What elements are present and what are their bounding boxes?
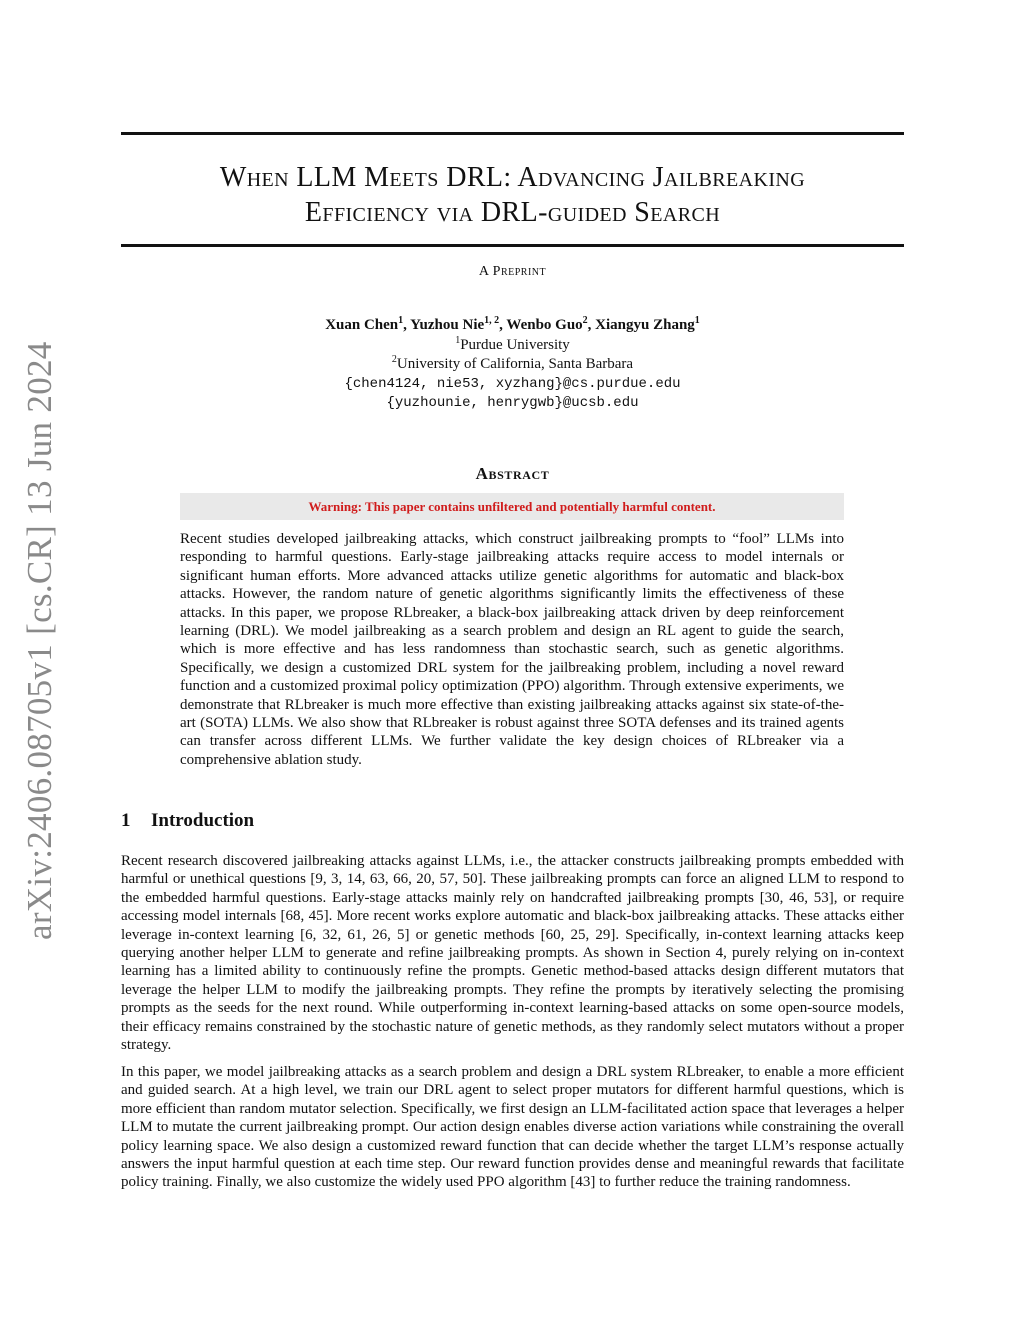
author-list (121, 316, 904, 336)
arxiv-identifier-stamp[interactable]: arXiv:2406.08705v1 [cs.CR] 13 Jun 2024 (20, 341, 59, 940)
section-heading-introduction (121, 810, 254, 832)
content-warning-banner: Warning: This paper contains unfiltered and potentially harmful content. (180, 493, 844, 520)
abstract-text: Recent studies developed jailbreaking attacks, which construct jailbreaking prompts to “fool” LLMs into responding to harmful questions. Early-stage jailbreaking attacks require access to model internals or significant human efforts. More advanced attacks utilize genetic algorithms for automatic and black-box attacks. However, the random nature of genetic algorithms significantly limits the effectiveness of these attacks. In this paper, we propose RLbreaker, a black-box jailbreaking attack driven by deep reinforcement learning (DRL). We model jailbreaking as a search problem and design an RL agent to guide the search, which is more effective and has less randomness than stochastic search, such as genetic algorithms. Specifically, we design a customized DRL system for the jailbreaking problem, including a novel reward function and a customized proximal policy optimization (PPO) algorithm. Through extensive experiments, we demonstrate that RLbreaker is much more effective than existing jailbreaking attacks against six state-of-the-art (SOTA) LLMs. We also show that RLbreaker is robust against three SOTA defenses and its trained agents can transfer across different LLMs. We further validate the key design choices of RLbreaker via a comprehensive ablation study. (180, 531, 844, 768)
author-email: {yuzhounie, henrygwb}@ucsb.edu (386, 395, 639, 411)
section-number: 1 (121, 810, 131, 831)
introduction-paragraph: In this paper, we model jailbreaking attacks as a search problem and design a DRL system RLbreaker, to enable a more efficient and guided search. At a high level, we train our DRL agent to select proper mutators for different harmful questions, which is more efficient than random mutator selection. Specifically, we first design an LLM-facilitated action space that leverages a helper LLM to mutate the current jailbreaking prompt. Our action design enables diverse action variations while constraining the overall policy learning space. We also design a customized reward function that can decide whether the target LLM’s response actually answers the input harmful question at each time step. Our reward function provides dense and meaningful rewards that facilitate policy training. Finally, we also customize the widely used PPO algorithm [43] to further reduce the training randomness. (121, 1064, 904, 1191)
paper-title (121, 160, 904, 230)
abstract-heading: Abstract (475, 464, 550, 483)
paper-title-line-2: Efficiency via DRL-guided Search (304, 197, 721, 228)
author-email: {chen4124, nie53, xyzhang}@cs.purdue.edu (344, 375, 681, 392)
paper-title-line-1: When LLM Meets DRL: Advancing Jailbreaking (219, 162, 806, 193)
authors-block (121, 316, 904, 414)
affiliation: $^1$Purdue University (455, 334, 570, 353)
affiliation: $^2$University of California, Santa Barbara (391, 354, 634, 372)
section-title: Introduction (151, 810, 255, 831)
author: Yuzhou Nie$^{1, 2}$, (410, 315, 507, 333)
introduction-paragraph: Recent research discovered jailbreaking attacks against LLMs, i.e., the attacker constructs jailbreaking prompts embedded with harmful or unethical questions [9, 3, 14, 63, 66, 20, 57, 50]. These jailbreaking prompts can force an aligned LLM to respond to the embedded harmful questions. Early-stage attacks mainly rely on handcrafted jailbreaking prompts [30, 46, 53], or require accessing model internals [68, 45]. More recent works explore automatic and black-box jailbreaking attacks. These attacks either leverage in-context learning [6, 32, 61, 26, 5] or genetic methods [60, 25, 29]. Specifically, in-context learning attacks keep querying another helper LLM to generate and refine jailbreaking prompts. As shown in Section 4, purely relying on in-context learning has a limited ability to continuously refine the prompts. Genetic method-based attacks design different mutators that leverage the helper LLM to modify the jailbreaking prompts. They refine the prompts by iteratively selecting the promising prompts as the seeds for the next round. While outperforming in-context learning-based attacks on some open-source models, their efficacy remains constrained by the stochastic nature of genetic methods, as they randomly select mutators without a proper strategy. (121, 853, 904, 1054)
title-top-rule (121, 132, 904, 135)
title-bottom-rule (121, 244, 904, 247)
author: Xiangyu Zhang$^1$ (595, 315, 700, 333)
preprint-label: A Preprint (478, 264, 547, 279)
author: Xuan Chen$^1$, (325, 315, 411, 333)
author: Wenbo Guo$^2$, (506, 315, 596, 333)
